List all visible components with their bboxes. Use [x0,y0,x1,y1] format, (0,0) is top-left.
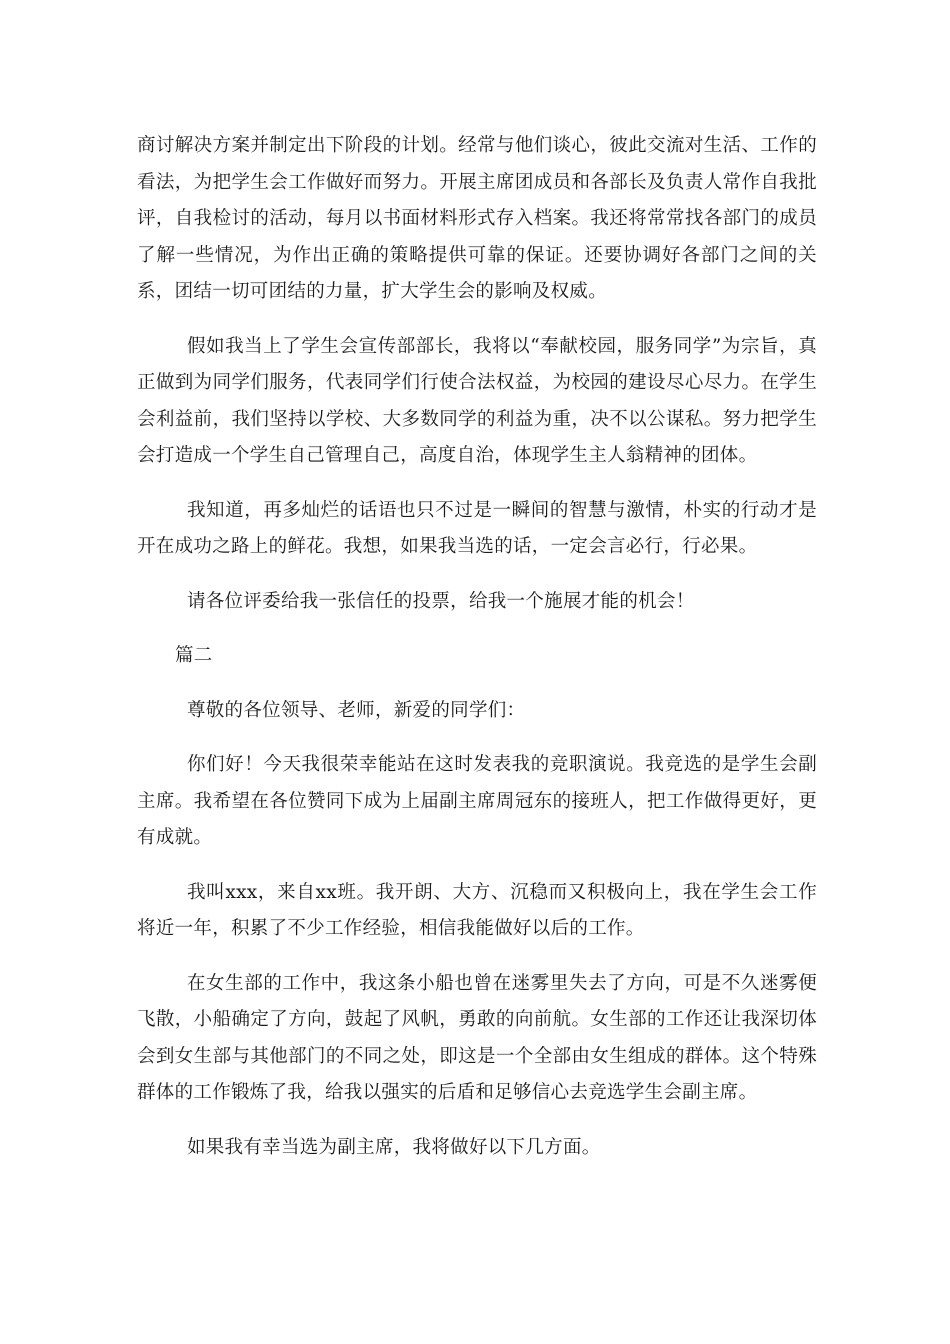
paragraph-vote-request: 请各位评委给我一张信任的投票，给我一个施展才能的机会！ [186,590,695,612]
paragraph-experience: 在女生部的工作中，我这条小船也曾在迷雾里失去了方向，可是不久迷雾便飞散，小船确定了方向，鼓起了风帆，勇敢的向前航。女生部的工作还让我深切体会到女生部与其他部门的不同之处，即这是一个全部由女生组成的群体。这个特殊群体的工作锻炼了我，给我以强实的后盾和足够信心去竞选学生会副主席。 [137,972,817,1103]
paragraph-self-introduction: 我叫xxx，来自xx班。我开朗、大方、沉稳而又积极向上，我在学生会工作将近一年，积累了不少工作经验，相信我能做好以后的工作。 [137,881,817,939]
paragraph-greeting: 你们好！今天我很荣幸能站在这时发表我的竞职演说。我竞选的是学生会副主席。我希望在各位赞同下成为上届副主席周冠东的接班人，把工作做得更好，更有成就。 [137,754,817,848]
paragraph-action-statement: 我知道，再多灿烂的话语也只不过是一瞬间的智慧与激情，朴实的行动才是开在成功之路上的鲜花。我想，如果我当选的话，一定会言必行，行必果。 [137,499,817,557]
paragraph-plan-intro: 如果我有幸当选为副主席，我将做好以下几方面。 [186,1136,601,1158]
section-heading: 篇二 [175,645,213,666]
paragraph-salutation: 尊敬的各位领导、老师，新爱的同学们： [186,699,526,721]
paragraph-publicity-pledge: 假如我当上了学生会宣传部部长，我将以“奉献校园，服务同学”为宗旨，真正做到为同学们服务，代表同学们行使合法权益，为校园的建设尽心尽力。在学生会利益前，我们坚持以学校、大多数同学的利益为重，决不以公谋私。努力把学生会打造成一个学生自己管理自己，高度自治，体现学生主人翁精神的团体。 [137,335,817,466]
document-body [137,128,817,1166]
paragraph-continuation: 商讨解决方案并制定出下阶段的计划。经常与他们谈心，彼此交流对生活、工作的看法，为把学生会工作做好而努力。开展主席团成员和各部长及负责人常作自我批评，自我检讨的活动，每月以书面材料形式存入档案。我还将常常找各部门的成员了解一些情况，为作出正确的策略提供可靠的保证。还要协调好各部门之间的关系，团结一切可团结的力量，扩大学生会的影响及权威。 [137,135,817,302]
